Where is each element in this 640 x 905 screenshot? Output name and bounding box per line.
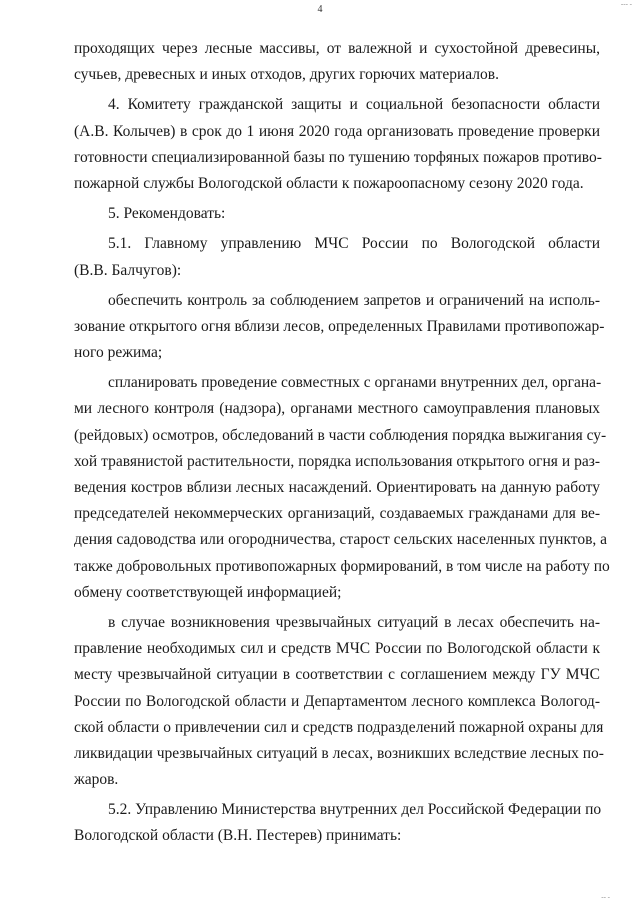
text-line: месту чрезвычайной ситуации в соответствии с соглашением между ГУ МЧС [74,666,600,684]
text-line: спланировать проведение совместных с органами внутренних дел, органа- [108,374,602,392]
document-body [74,36,610,850]
text-line: России по Вологодской области и Департаментом лесного комплекса Вологод- [74,692,600,710]
text-line: ликвидации чрезвычайных ситуаций в лесах, возникших вследствие лесных по- [74,744,604,762]
text-line: (рейдовых) осмотров, обследований в части соблюдения порядка выжигания су- [74,426,607,444]
scan-mark-top-right: ‐‐‐ ‐ [620,0,632,8]
text-line: ской области о привлечении сил и средств подразделений пожарной охраны для [74,718,604,736]
text-line: дения садоводства или огородничества, старост сельских населенных пунктов, а [74,531,608,549]
text-line: готовности специализированной базы по тушению торфяных пожаров противо- [74,148,602,166]
text-line: 5.1. Главному управлению МЧС России по Вологодской области [108,235,600,253]
text-line: председателей некоммерческих организаций, создаваемых гражданами для ве- [74,505,600,523]
text-line: обеспечить контроль за соблюдением запретов и ограничений на исполь- [108,291,600,309]
paragraph [74,288,605,367]
paragraph [74,36,600,88]
text-line: пожарной службы Вологодской области к пожароопасному сезону 2020 года. [74,174,584,192]
text-line: сучьев, древесных и иных отходов, других горючих материалов. [74,66,499,84]
text-line: 5.2. Управлению Министерства внутренних дел Российской Федерации по [108,801,602,819]
text-line: (А.В. Колычев) в срок до 1 июня 2020 года организовать проведение проверки [74,122,600,140]
scan-mark-bottom-right: ‐‐ ‐ [601,893,610,901]
text-line: ведения костров вблизи лесных насаждений. Ориентировать на данную работу [74,479,600,496]
text-line: ми лесного контроля (надзора), органами местного самоуправления плановых [74,400,600,418]
text-line: жаров. [74,771,119,789]
text-line: обмену соответствующей информацией; [74,583,342,601]
paragraph [74,370,610,606]
text-line: Вологодской области (В.Н. Пестерев) принимать: [74,827,402,845]
paragraph [74,92,600,197]
text-line: зование открытого огня вблизи лесов, определенных Правилами противопожар- [74,317,605,335]
text-line: 4. Комитету гражданской защиты и социальной безопасности области [108,96,600,114]
text-line: в случае возникновения чрезвычайных ситуаций в лесах обеспечить на- [108,613,600,631]
text-line: ного режима; [74,344,163,362]
paragraph [74,231,600,283]
text-line: проходящих через лесные массивы, от валежной и сухостойной древесины, [74,40,600,57]
paragraph [74,201,600,227]
text-line: 5. Рекомендовать: [108,205,226,223]
page-number: 4 [317,4,323,15]
text-line: (В.В. Балчугов): [74,261,182,279]
paragraph [74,610,604,793]
text-line: также добровольных противопожарных формирований, в том числе на работу по [74,557,610,575]
paragraph [74,797,600,849]
text-line: правление необходимых сил и средств МЧС России по Вологодской области к [74,640,600,658]
text-line: хой травянистой растительности, порядка использования открытого огня и раз- [74,452,600,470]
